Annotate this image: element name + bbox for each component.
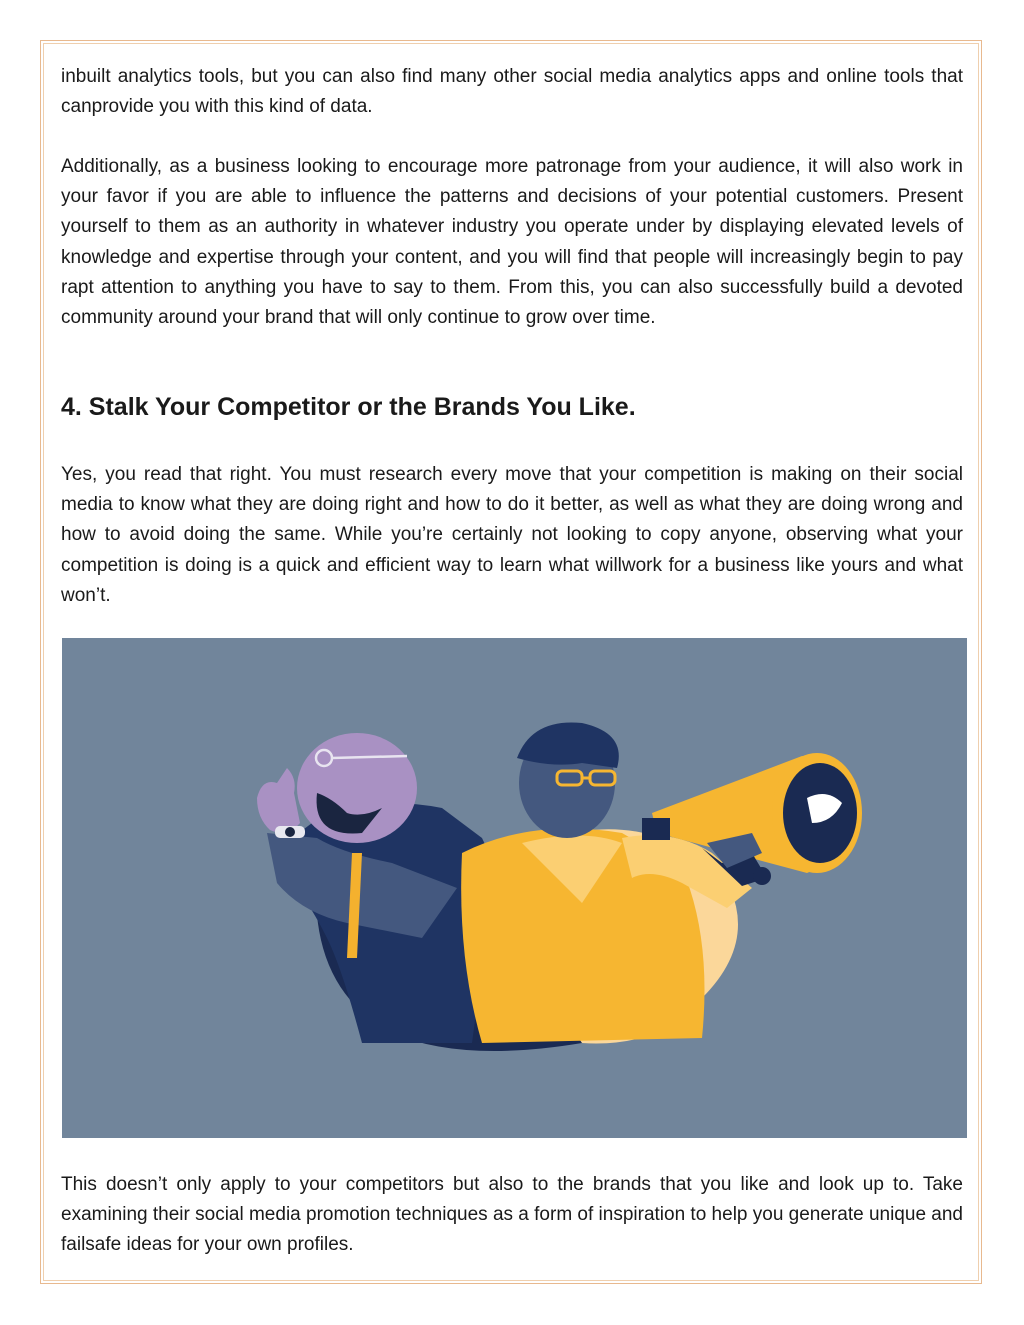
body-paragraph: Yes, you read that right. You must research every move that your competition is making on their social media to know what they are doing right and how to do it better, as well as what they are doing wrong and how to avoid doing the same. While you’re certainly not looking to copy anyone, observing what your competition is doing is a quick and efficient way to learn what willwork for a business like yours and what won’t. [61, 464, 963, 606]
section-heading: 4. Stalk Your Competitor or the Brands You Like. [61, 393, 636, 421]
competitor-illustration [62, 638, 967, 1138]
bald-person-hand [257, 768, 300, 833]
body-paragraph: Additionally, as a business looking to encourage more patronage from your audience, it will also work in your favor if you are able to influence the patterns and decisions of your potential customers. Present yourself to them as an authority in whatever industry you operate under by displaying elevated levels of knowledge and expertise through your content, and you will find that people will increasingly begin to pay rapt attention to anything you have to say to them. From this, you can also successfully build a devoted community around your brand that will only continue to grow over time. [61, 156, 963, 329]
body-paragraph: inbuilt analytics tools, but you can also find many other social media analytics apps and online tools that canprovide you with this kind of data. [61, 66, 963, 118]
body-paragraph: This doesn’t only apply to your competitors but also to the brands that you like and look up to. Take examining their social media promotion techniques as a form of inspiration to help you generate unique and failsafe ideas for your own profiles. [61, 1174, 963, 1256]
spying-people-image [62, 638, 967, 1138]
